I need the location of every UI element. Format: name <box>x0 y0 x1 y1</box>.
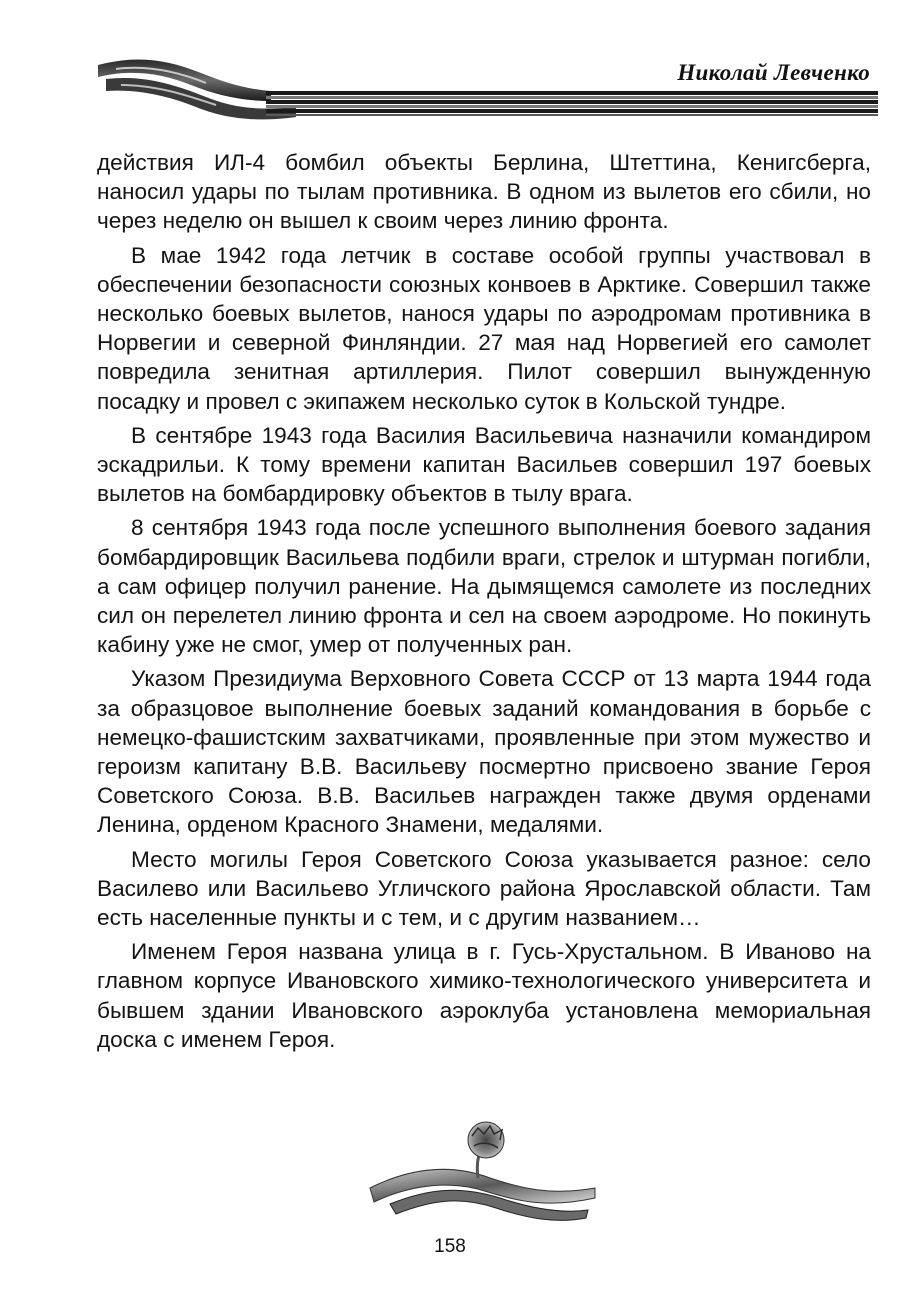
paragraph: В сентябре 1943 года Василия Васильевича назначили командиром эскадрильи. К тому времени капитан Васильев совершил 197 боевых вылетов на бомбардировку объектов в тылу врага. <box>97 422 871 507</box>
paragraph: В мае 1942 года летчик в составе особой группы участвовал в обеспечении безопасности союзных конвоев в Арктике. Совершил также несколько боевых вылетов, нанося удары по аэродромам противника в Норвегии и северной Финляндии. 27 мая над Норвегией его самолет повредила зенитная артиллерия. Пилот совершил вынужденную посадку и провел с экипажем несколько суток в Кольской тундре. <box>97 242 871 414</box>
page-body <box>97 148 871 1059</box>
paragraph: Именем Героя названа улица в г. Гусь-Хрустальном. В Иваново на главном корпусе Ивановского химико-технологического университета и бывшем здании Ивановского аэроклуба установлена мемориальная доска с именем Героя. <box>97 939 871 1052</box>
page-number: 158 <box>434 1236 466 1257</box>
ribbon-with-carnation-icon <box>360 1118 600 1228</box>
paragraph: Указом Президиума Верховного Совета СССР от 13 марта 1944 года за образцовое выполнение боевых заданий командования в борьбе с немецко-фашистским захватчиками, проявленные при этом мужество и героизм капитану В.В. Васильеву посмертно присвоено звание Героя Советского Союза. В.В. Васильев награжден также двумя орденами Ленина, орденом Красного Знамени, медалями. <box>97 666 871 838</box>
running-header-author: Николай Левченко <box>677 60 870 85</box>
paragraph: действия ИЛ-4 бомбил объекты Берлина, Штеттина, Кенигсберга, наносил удары по тылам противника. В одном из вылетов его сбили, но через неделю он вышел к своим через линию фронта. <box>97 150 871 234</box>
paragraph: Место могилы Героя Советского Союза указывается разное: село Василево или Васильево Угличского района Ярославской области. Там есть населенные пункты и с тем, и с другим названием… <box>97 846 871 931</box>
paragraph: 8 сентября 1943 года после успешного выполнения боевого задания бомбардировщик Васильева подбили враги, стрелок и штурман погибли, а сам офицер получил ранение. На дымящемся самолете из последних сил он перелетел линию фронта и сел на своем аэродроме. Но покинуть кабину уже не смог, умер от полученных ран. <box>97 515 871 658</box>
